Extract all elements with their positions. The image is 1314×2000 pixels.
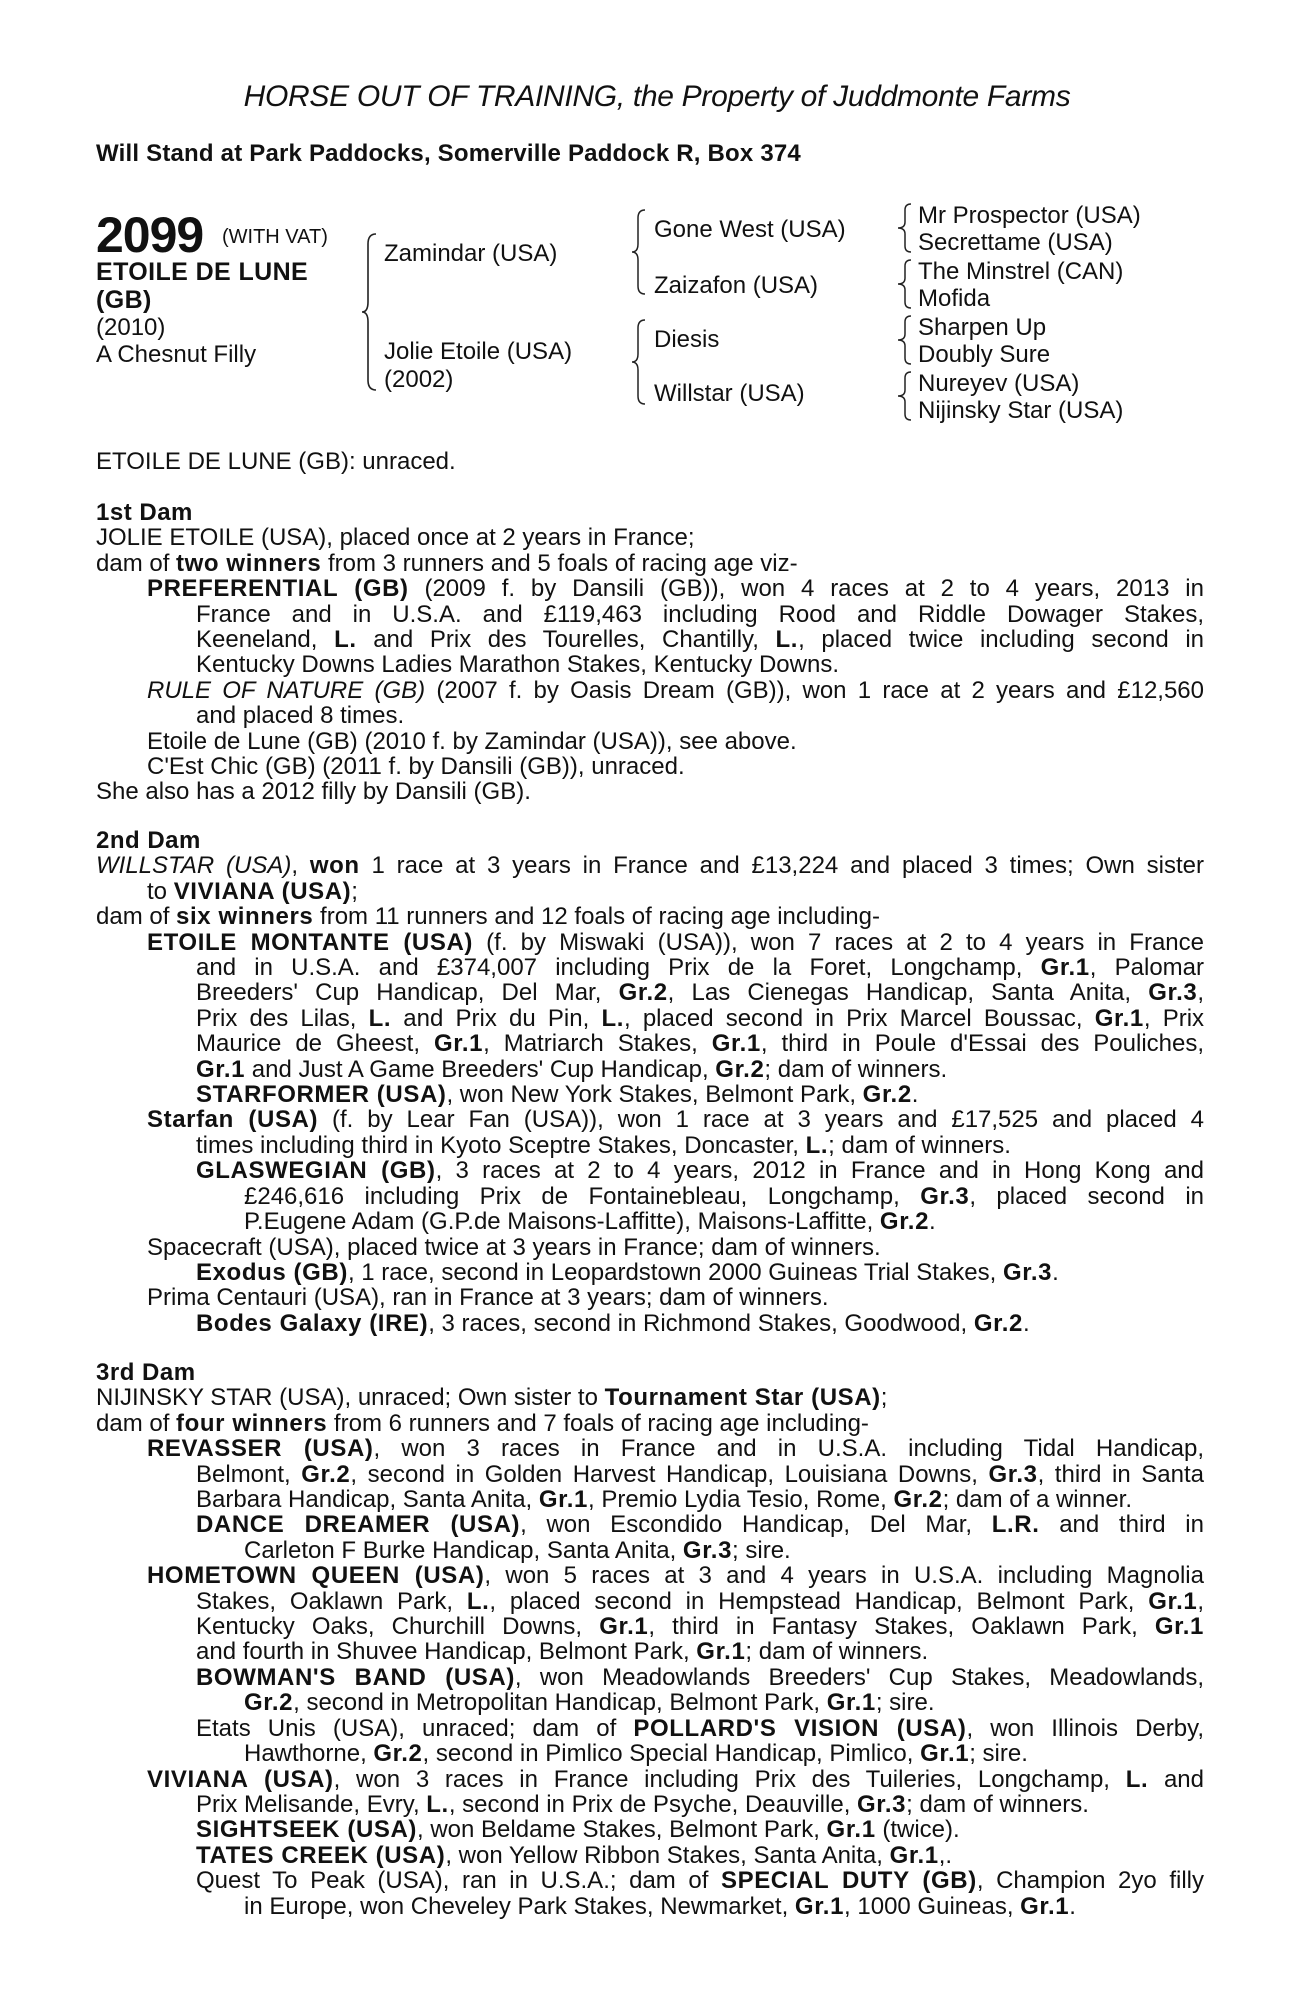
text-line: REVASSER (USA), won 3 races in France and in U.S.A. including Tidal Handicap,: [147, 1436, 1204, 1462]
text-line: times including third in Kyoto Sceptre Stakes, Doncaster, L.; dam of winners.: [196, 1132, 1011, 1159]
text-line: Breeders' Cup Handicap, Del Mar, Gr.2, Las Cienegas Handicap, Santa Anita, Gr.3,: [196, 980, 1204, 1006]
second-dam-section: [96, 828, 1204, 1336]
third-dam-section: [96, 1360, 1204, 1919]
text-line: Belmont, Gr.2, second in Golden Harvest Handicap, Louisiana Downs, Gr.3, third in Santa: [196, 1461, 1204, 1488]
text-line: dam of six winners from 11 runners and 12 foals of racing age including-: [96, 904, 880, 930]
text-line: Quest To Peak (USA), ran in U.S.A.; dam of SPECIAL DUTY (GB), Champion 2yo filly: [196, 1868, 1204, 1894]
horse-name-line1: ETOILE DE LUNE: [96, 258, 309, 286]
stand-location: Will Stand at Park Paddocks, Somerville Paddock R, Box 374: [96, 140, 801, 167]
text-line: Prix des Lilas, L. and Prix du Pin, L., placed second in Prix Marcel Boussac, Gr.1, Prix: [196, 1005, 1204, 1032]
text-line: dam of four winners from 6 runners and 7 foals of racing age including-: [96, 1410, 869, 1437]
gen3-brace: [898, 258, 916, 310]
text-line: GLASWEGIAN (GB), 3 races at 2 to 4 years, 2012 in France and in Hong Kong and: [196, 1158, 1204, 1184]
text-line: Gr.1 and Just A Game Breeders' Cup Handicap, Gr.2; dam of winners.: [196, 1056, 948, 1083]
gen3-item: Nijinsky Star (USA): [918, 397, 1124, 424]
gen3-item: Nureyev (USA): [918, 370, 1080, 397]
text-line: Carleton F Burke Handicap, Santa Anita, Gr.3; sire.: [244, 1537, 791, 1564]
horse-name-line2: (GB): [96, 286, 152, 314]
text-line: Stakes, Oaklawn Park, L., placed second in Hempstead Handicap, Belmont Park, Gr.1,: [196, 1588, 1204, 1615]
gen2-item: Zaizafon (USA): [654, 272, 819, 299]
text-line: PREFERENTIAL (GB) (2009 f. by Dansili (GB)), won 4 races at 2 to 4 years, 2013 in: [147, 576, 1204, 602]
text-line: Barbara Handicap, Santa Anita, Gr.1, Premio Lydia Tesio, Rome, Gr.2; dam of a winner.: [196, 1487, 1133, 1513]
text-line: C'Est Chic (GB) (2011 f. by Dansili (GB)), unraced.: [147, 754, 685, 780]
first-dam-section: [96, 500, 1204, 805]
text-line: France and in U.S.A. and £119,463 including Rood and Riddle Dowager Stakes,: [196, 601, 1204, 628]
dam-brace: [632, 318, 650, 406]
text-line: Kentucky Oaks, Churchill Downs, Gr.1, third in Fantasy Stakes, Oaklawn Park, Gr.1: [196, 1614, 1204, 1640]
gen3-item: Doubly Sure: [918, 341, 1051, 368]
text-line: Prima Centauri (USA), ran in France at 3 years; dam of winners.: [147, 1285, 829, 1311]
text-line: VIVIANA (USA), won 3 races in France including Prix des Tuileries, Longchamp, L. and: [147, 1766, 1204, 1792]
sire-name: Zamindar (USA): [384, 240, 558, 267]
gen3-item: Secrettame (USA): [918, 229, 1113, 256]
horse-year: (2010): [96, 314, 166, 341]
text-line: Maurice de Gheest, Gr.1, Matriarch Stakes, Gr.1, third in Poule d'Essai des Pouliches,: [196, 1031, 1204, 1057]
text-line: dam of two winners from 3 runners and 5 foals of racing age viz-: [96, 550, 798, 577]
text-line: in Europe, won Cheveley Park Stakes, Newmarket, Gr.1, 1000 Guineas, Gr.1.: [244, 1893, 1076, 1919]
text-line: ETOILE MONTANTE (USA) (f. by Miswaki (USA)), won 7 races at 2 to 4 years in France: [147, 929, 1204, 956]
text-line: Exodus (GB), 1 race, second in Leopardstown 2000 Guineas Trial Stakes, Gr.3.: [196, 1259, 1059, 1286]
gen3-item: Mofida: [918, 285, 991, 312]
text-line: Etats Unis (USA), unraced; dam of POLLARD'S VISION (USA), won Illinois Derby,: [196, 1715, 1204, 1742]
text-line: £246,616 including Prix de Fontainebleau, Longchamp, Gr.3, placed second in: [244, 1183, 1204, 1210]
gen2-item: Gone West (USA): [654, 216, 846, 243]
unraced-note: ETOILE DE LUNE (GB): unraced.: [96, 448, 456, 475]
horse-name: [96, 258, 308, 314]
text-line: Kentucky Downs Ladies Marathon Stakes, Kentucky Downs.: [196, 652, 839, 678]
text-line: JOLIE ETOILE (USA), placed once at 2 years in France;: [96, 525, 695, 551]
sire-brace: [632, 208, 650, 296]
gen3-brace: [898, 202, 916, 254]
text-line: HOMETOWN QUEEN (USA), won 5 races at 3 and 4 years in U.S.A. including Magnolia: [147, 1563, 1204, 1589]
section-heading: 1st Dam: [96, 500, 193, 526]
gen2-item: Diesis: [654, 326, 720, 353]
text-line: RULE OF NATURE (GB) (2007 f. by Oasis Dream (GB)), won 1 race at 2 years and £12,560: [147, 677, 1204, 704]
gen3-brace: [898, 370, 916, 422]
dam-year: (2002): [384, 366, 454, 393]
text-line: Gr.2, second in Metropolitan Handicap, Belmont Park, Gr.1; sire.: [244, 1690, 935, 1716]
text-line: NIJINSKY STAR (USA), unraced; Own sister to Tournament Star (USA);: [96, 1385, 888, 1411]
text-line: Starfan (USA) (f. by Lear Fan (USA)), won 1 race at 3 years and £17,525 and placed 4: [147, 1107, 1204, 1133]
text-line: and placed 8 times.: [196, 703, 405, 729]
section-heading: 3rd Dam: [96, 1360, 196, 1386]
text-line: and fourth in Shuvee Handicap, Belmont Park, Gr.1; dam of winners.: [196, 1639, 929, 1665]
gen3-brace: [898, 314, 916, 366]
text-line: to VIVIANA (USA);: [147, 878, 358, 905]
vat-note: (WITH VAT): [222, 226, 328, 248]
text-line: BOWMAN'S BAND (USA), won Meadowlands Breeders' Cup Stakes, Meadowlands,: [196, 1664, 1204, 1691]
section-heading: 2nd Dam: [96, 828, 201, 854]
text-line: DANCE DREAMER (USA), won Escondido Handicap, Del Mar, L.R. and third in: [196, 1512, 1204, 1538]
page-heading: HORSE OUT OF TRAINING, the Property of Juddmonte Farms: [243, 80, 1071, 113]
text-line: She also has a 2012 filly by Dansili (GB).: [96, 779, 531, 805]
text-line: TATES CREEK (USA), won Yellow Ribbon Stakes, Santa Anita, Gr.1,.: [196, 1842, 953, 1869]
gen3-item: The Minstrel (CAN): [918, 258, 1124, 285]
text-line: Hawthorne, Gr.2, second in Pimlico Special Handicap, Pimlico, Gr.1; sire.: [244, 1741, 1028, 1767]
text-line: WILLSTAR (USA), won 1 race at 3 years in France and £13,224 and placed 3 times; Own sister: [96, 853, 1204, 879]
horse-description: A Chesnut Filly: [96, 341, 257, 368]
gen3-item: Mr Prospector (USA): [918, 202, 1141, 229]
text-line: P.Eugene Adam (G.P.de Maisons-Laffitte), Maisons-Laffitte, Gr.2.: [244, 1209, 936, 1235]
dam-name: Jolie Etoile (USA): [384, 338, 573, 365]
gen2-item: Willstar (USA): [654, 380, 805, 407]
text-line: Bodes Galaxy (IRE), 3 races, second in Richmond Stakes, Goodwood, Gr.2.: [196, 1310, 1030, 1337]
lot-number: 2099: [96, 207, 204, 263]
text-line: Keeneland, L. and Prix des Tourelles, Chantilly, L., placed twice including second in: [196, 627, 1204, 653]
text-line: Etoile de Lune (GB) (2010 f. by Zamindar (USA)), see above.: [147, 728, 797, 755]
text-line: Spacecraft (USA), placed twice at 3 years in France; dam of winners.: [147, 1234, 881, 1260]
gen3-item: Sharpen Up: [918, 314, 1047, 341]
text-line: Prix Melisande, Evry, L., second in Prix de Psyche, Deauville, Gr.3; dam of winners.: [196, 1791, 1089, 1818]
text-line: SIGHTSEEK (USA), won Beldame Stakes, Belmont Park, Gr.1 (twice).: [196, 1817, 960, 1843]
text-line: STARFORMER (USA), won New York Stakes, Belmont Park, Gr.2.: [196, 1082, 919, 1108]
sire-dam-brace: [362, 232, 382, 392]
text-line: and in U.S.A. and £374,007 including Prix de la Foret, Longchamp, Gr.1, Palomar: [196, 955, 1204, 981]
